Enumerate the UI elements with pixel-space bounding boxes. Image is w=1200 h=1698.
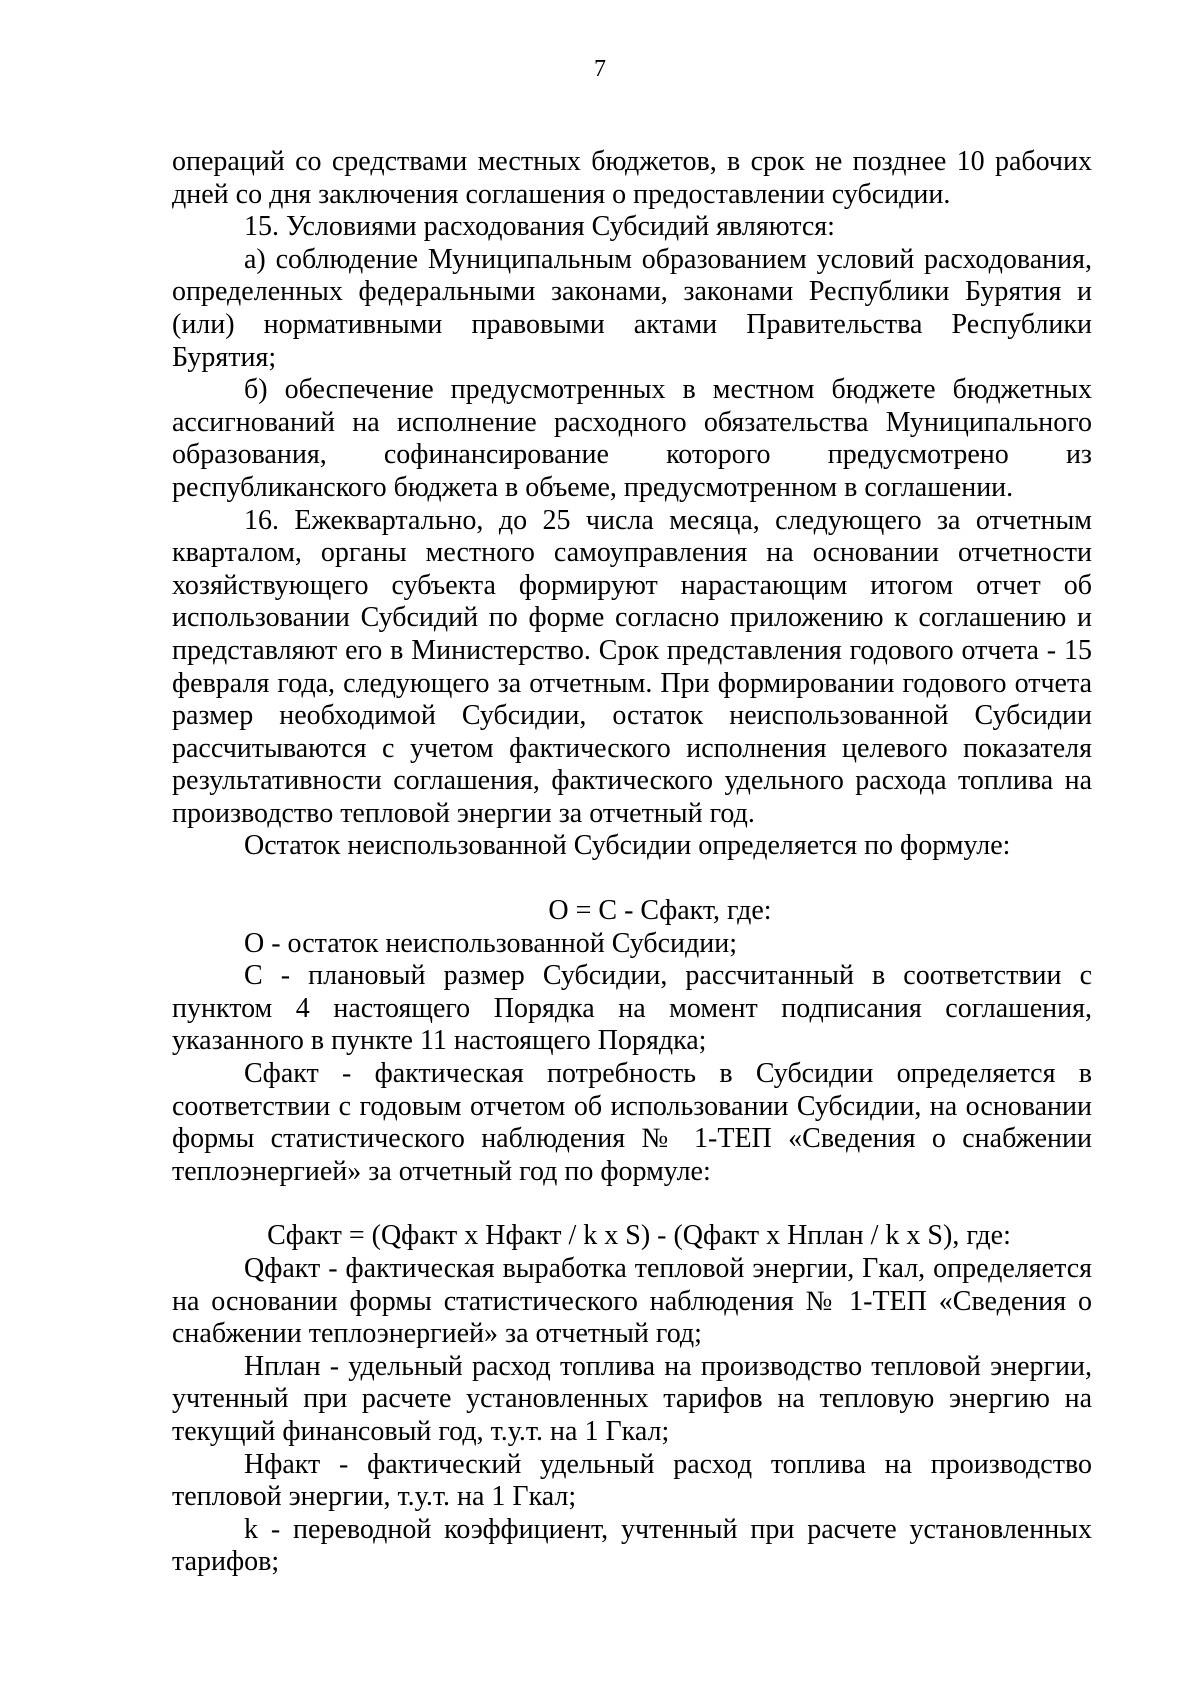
formula-cfact: Сфакт = (Qфакт x Нфакт / k x S) - (Qфакт x Нплан / k x S), где: [267,1220,1011,1252]
formula-remainder: О = С - Сфакт, где: [548,895,772,927]
paragraph-remainder-intro: Остаток неиспользованной Субсидии определяется по формуле: [244,830,1011,862]
definition-nfact: Нфакт - фактический удельный расход топлива на производство тепловой энергии, т.у.т. на 1 Гкал; [172,1448,1092,1513]
paragraph-budget-operations: операций со средствами местных бюджетов, в срок не позднее 10 рабочих дней со дня заключения соглашения о предоставлении субсидии. [172,146,1092,210]
document-body [172,146,1092,1579]
paragraph-item-16: 16. Ежеквартально, до 25 числа месяца, следующего за отчетным кварталом, органы местного самоуправления на основании отчетности хозяйствующего субъекта формируют нарастающим итогом отчет об использовании Субсидий по форме согласно приложению к соглашению и представляют его в Министерство. Срок представления годового отчета - 15 февраля года, следующего за отчетным. При формировании годового отчета размер необходимой Субсидии, остаток неиспользованной Субсидии рассчитываются с учетом фактического исполнения целевого показателя результативности соглашения, фактического удельного расхода топлива на производство тепловой энергии за отчетный год. [172,504,1092,829]
definition-nplan: Нплан - удельный расход топлива на производство тепловой энергии, учтенный при расчете установленных тарифов на тепловую энергию на текущий финансовый год, т.у.т. на 1 Гкал; [172,1350,1092,1447]
definition-cfact: Сфакт - фактическая потребность в Субсидии определяется в соответствии с годовым отчетом об использовании Субсидии, на основании формы статистического наблюдения № 1-ТЕП «Сведения о снабжении теплоэнергией» за отчетный год по формуле: [172,1058,1092,1187]
definition-k: k - переводной коэффициент, учтенный при расчете установленных тарифов; [172,1513,1092,1578]
definition-o: О - остаток неиспользованной Субсидии; [244,927,737,959]
paragraph-condition-a: а) соблюдение Муниципальным образованием условий расходования, определенных федеральными законами, законами Республики Бурятия и (или) нормативными правовыми актами Правительства Республики Бурятия; [172,243,1092,373]
paragraph-item-15: 15. Условиями расходования Субсидий являются: [244,211,835,243]
paragraph-condition-b: б) обеспечение предусмотренных в местном бюджете бюджетных ассигнований на исполнение расходного обязательства Муниципального образования, софинансирование которого предусмотрено из республиканского бюджета в объеме, предусмотренном в соглашении. [172,374,1092,503]
page-number: 7 [594,56,606,82]
definition-qfact: Qфакт - фактическая выработка тепловой энергии, Гкал, определяется на основании формы статистического наблюдения № 1-ТЕП «Сведения о снабжении теплоэнергией» за отчетный год; [172,1253,1092,1350]
definition-c: С - плановый размер Субсидии, рассчитанный в соответствии с пунктом 4 настоящего Порядка на момент подписания соглашения, указанного в пункте 11 настоящего Порядка; [172,960,1092,1057]
